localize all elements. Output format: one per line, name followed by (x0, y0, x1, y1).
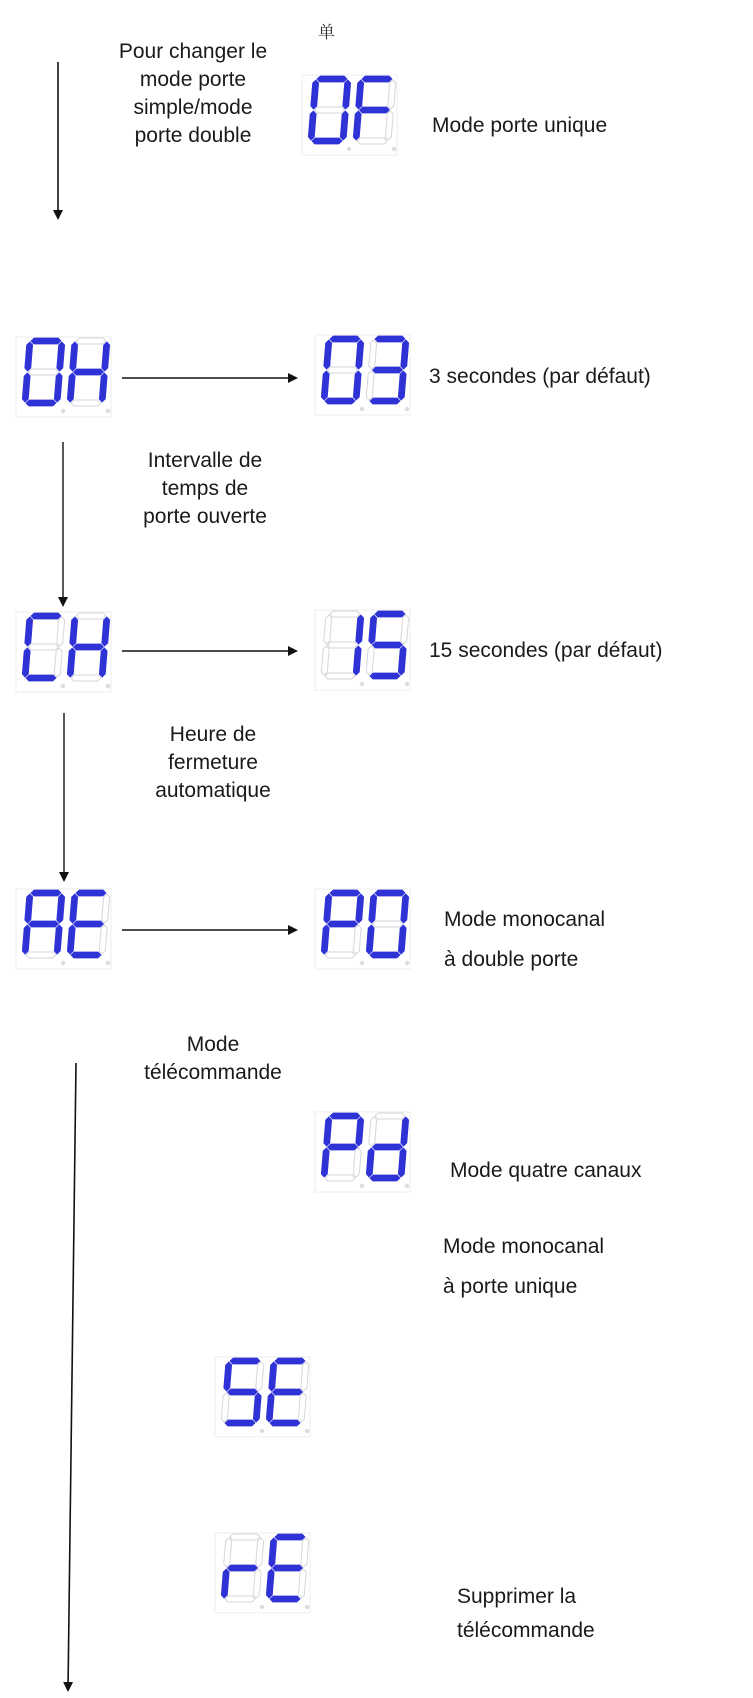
segment-d-lit (270, 1420, 300, 1426)
segment-g-lit (272, 1389, 302, 1395)
decimal-point (305, 1429, 309, 1433)
label-monochannel-double: Mode monocanal à double porte (444, 908, 606, 971)
se-display (215, 1357, 310, 1442)
segment-a-lit (330, 890, 360, 896)
arrow-down-4 (68, 1063, 76, 1690)
segment-a-off (76, 338, 106, 344)
label-monochannel-single: Mode monocanal à porte unique (443, 1235, 605, 1298)
of-display (302, 75, 397, 160)
segment-g-lit (372, 642, 402, 648)
segment-a-lit (330, 1113, 360, 1119)
segment-g-off (314, 107, 344, 113)
segment-a-lit (330, 336, 360, 342)
segment-g-lit (327, 921, 357, 927)
decimal-point (61, 961, 65, 965)
segment-d-lit (270, 1596, 300, 1602)
segment-d-off (325, 952, 355, 958)
segment-a-lit (230, 1358, 260, 1364)
segment-g-lit (227, 1565, 257, 1571)
segment-a-off (230, 1534, 260, 1540)
segment-d-off (71, 400, 101, 406)
segment-d-lit (325, 398, 355, 404)
decimal-point (405, 1184, 409, 1188)
segment-d-lit (26, 675, 56, 681)
label-15-seconds: 15 secondes (par défaut) (429, 639, 663, 662)
segment-d-lit (225, 1420, 255, 1426)
label-delete-remote: Supprimer la télécommande (457, 1585, 595, 1642)
segment-a-off (76, 613, 106, 619)
segment-a-off (375, 1113, 405, 1119)
segment-d-lit (71, 952, 101, 958)
segment-a-lit (317, 76, 347, 82)
decimal-point (347, 147, 351, 151)
segment-g-lit (372, 1144, 402, 1150)
segment-d-off (71, 675, 101, 681)
label-open-interval: Intervalle de temps de porte ouverte (143, 449, 267, 528)
mode-instruction: Pour changer le mode porte simple/mode porte double (118, 40, 268, 147)
decimal-point (405, 682, 409, 686)
decimal-point (106, 961, 110, 965)
label-3-seconds: 3 secondes (par défaut) (429, 365, 651, 388)
label-single-door-mode: Mode porte unique (432, 114, 608, 137)
segment-d-lit (370, 952, 400, 958)
segment-a-lit (275, 1358, 305, 1364)
segment-a-lit (362, 76, 392, 82)
decimal-point (106, 684, 110, 688)
segment-d-off (26, 952, 56, 958)
decimal-point (61, 684, 65, 688)
oh-display (16, 337, 111, 422)
segment-d-off (357, 138, 387, 144)
decimal-point (61, 409, 65, 413)
label-remote-mode: Mode télécommande (144, 1033, 282, 1084)
decimal-point (405, 407, 409, 411)
segment-g-off (327, 642, 357, 648)
segment-g-lit (73, 921, 103, 927)
decimal-point (260, 1605, 264, 1609)
segment-g-lit (372, 367, 402, 373)
pd-display (315, 1112, 410, 1197)
decimal-point (305, 1605, 309, 1609)
segment-g-off (327, 367, 357, 373)
segment-d-lit (312, 138, 342, 144)
segment-d-off (325, 673, 355, 679)
re-display (215, 1533, 310, 1618)
segment-d-off (325, 1175, 355, 1181)
decimal-point (106, 409, 110, 413)
decimal-point (360, 1184, 364, 1188)
segment-g-off (28, 369, 58, 375)
decimal-point (360, 407, 364, 411)
segment-g-off (372, 921, 402, 927)
segment-g-lit (28, 921, 58, 927)
segment-d-lit (370, 1175, 400, 1181)
decimal-point (360, 682, 364, 686)
top-glyph: 单 (318, 23, 335, 43)
segment-g-lit (272, 1565, 302, 1571)
po-display (315, 889, 410, 974)
decimal-point (392, 147, 396, 151)
decimal-point (260, 1429, 264, 1433)
segment-g-lit (327, 1144, 357, 1150)
decimal-point (360, 961, 364, 965)
ch-display (16, 612, 111, 697)
segment-a-lit (375, 336, 405, 342)
segment-a-lit (31, 338, 61, 344)
segment-d-lit (370, 673, 400, 679)
segment-g-lit (359, 107, 389, 113)
segment-a-lit (375, 611, 405, 617)
segment-a-lit (275, 1534, 305, 1540)
segment-a-off (330, 611, 360, 617)
segment-d-off (225, 1596, 255, 1602)
segment-a-lit (375, 890, 405, 896)
segment-g-lit (73, 644, 103, 650)
segment-g-off (28, 644, 58, 650)
segment-d-lit (26, 400, 56, 406)
segment-g-lit (227, 1389, 257, 1395)
ae-display (16, 889, 111, 974)
segment-g-lit (73, 369, 103, 375)
segment-a-lit (31, 890, 61, 896)
label-auto-close-time: Heure de fermeture automatique (155, 723, 271, 802)
15-display (315, 610, 410, 695)
decimal-point (405, 961, 409, 965)
segment-d-lit (370, 398, 400, 404)
segment-a-lit (76, 890, 106, 896)
label-four-channels: Mode quatre canaux (450, 1159, 642, 1182)
03-display (315, 335, 410, 420)
segment-a-lit (31, 613, 61, 619)
